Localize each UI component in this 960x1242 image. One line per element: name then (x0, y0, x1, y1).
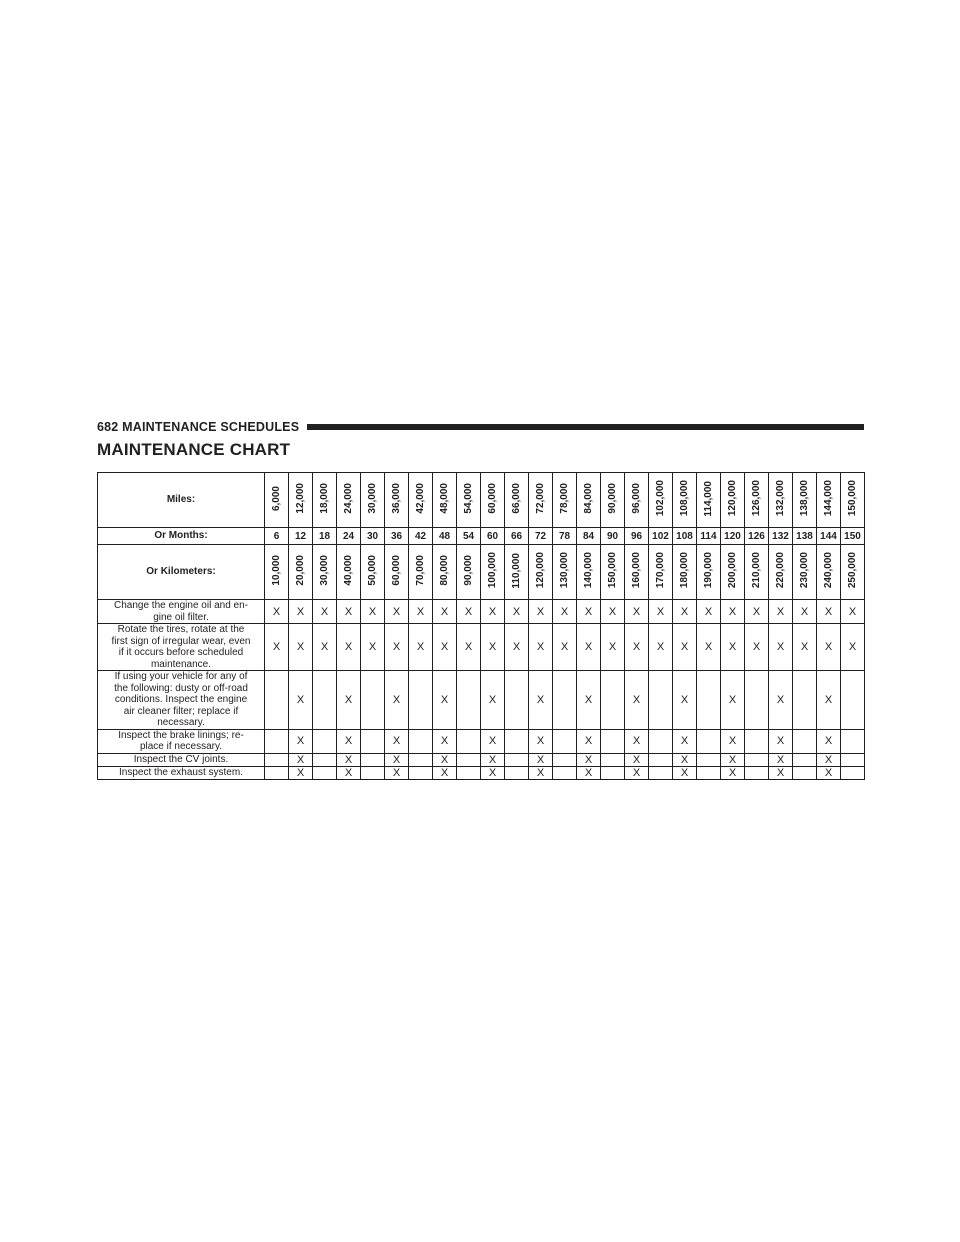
service-mark (505, 766, 529, 779)
miles-row-cell (625, 473, 649, 528)
service-mark: X (361, 624, 385, 671)
service-mark: X (745, 624, 769, 671)
task-row (98, 729, 865, 753)
service-mark: X (481, 753, 505, 766)
months-value: 72 (529, 528, 553, 545)
miles-row-value: 24,000 (343, 483, 354, 514)
miles-row-cell (361, 473, 385, 528)
kilometers-row-value: 190,000 (703, 552, 714, 589)
miles-row-cell (721, 473, 745, 528)
service-mark: X (577, 624, 601, 671)
miles-row-cell (793, 473, 817, 528)
service-mark (265, 729, 289, 753)
service-mark: X (505, 624, 529, 671)
service-mark: X (457, 600, 481, 624)
service-mark: X (817, 671, 841, 730)
service-mark (313, 671, 337, 730)
kilometers-row-cell (529, 545, 553, 600)
task-row (98, 671, 865, 730)
months-value: 132 (769, 528, 793, 545)
kilometers-row-value: 10,000 (271, 555, 282, 586)
service-mark (697, 729, 721, 753)
kilometers-row-cell (433, 545, 457, 600)
service-mark: X (385, 600, 409, 624)
service-mark (745, 729, 769, 753)
kilometers-row-cell (265, 545, 289, 600)
service-mark: X (841, 624, 865, 671)
service-mark: X (481, 766, 505, 779)
kilometers-row-value: 170,000 (655, 552, 666, 589)
kilometers-row-cell (289, 545, 313, 600)
row-label: Or Kilometers: (98, 545, 265, 600)
kilometers-row-value: 40,000 (343, 555, 354, 586)
months-value: 96 (625, 528, 649, 545)
service-mark: X (721, 753, 745, 766)
service-mark (265, 766, 289, 779)
kilometers-row-value: 130,000 (559, 552, 570, 589)
row-label: Miles: (98, 473, 265, 528)
service-mark: X (409, 600, 433, 624)
service-mark (553, 671, 577, 730)
miles-row-cell (601, 473, 625, 528)
kilometers-row-value: 20,000 (295, 555, 306, 586)
service-mark: X (361, 600, 385, 624)
miles-row-cell (481, 473, 505, 528)
service-mark: X (721, 729, 745, 753)
miles-row-value: 132,000 (775, 480, 786, 517)
service-mark: X (697, 624, 721, 671)
miles-row-cell (385, 473, 409, 528)
row-label: Inspect the exhaust system. (98, 766, 265, 779)
months-value: 150 (841, 528, 865, 545)
miles-row-value: 72,000 (535, 483, 546, 514)
service-mark (361, 753, 385, 766)
kilometers-row-cell (745, 545, 769, 600)
service-mark (649, 766, 673, 779)
kilometers-row-value: 50,000 (367, 555, 378, 586)
miles-row-cell (673, 473, 697, 528)
months-row (98, 528, 865, 545)
service-mark (745, 766, 769, 779)
kilometers-row-value: 230,000 (799, 552, 810, 589)
header-rule (307, 424, 864, 430)
kilometers-row-value: 240,000 (823, 552, 834, 589)
service-mark: X (769, 600, 793, 624)
kilometers-row-cell (361, 545, 385, 600)
service-mark: X (793, 600, 817, 624)
miles-row-cell (529, 473, 553, 528)
service-mark: X (337, 729, 361, 753)
miles-row-cell (697, 473, 721, 528)
miles-row-value: 138,000 (799, 480, 810, 517)
kilometers-row-cell (817, 545, 841, 600)
months-value: 18 (313, 528, 337, 545)
task-row (98, 624, 865, 671)
kilometers-row-cell (481, 545, 505, 600)
service-mark: X (529, 671, 553, 730)
months-value: 6 (265, 528, 289, 545)
service-mark (313, 766, 337, 779)
service-mark (553, 766, 577, 779)
service-mark: X (769, 729, 793, 753)
service-mark: X (721, 600, 745, 624)
service-mark: X (721, 624, 745, 671)
service-mark: X (673, 729, 697, 753)
service-mark (265, 753, 289, 766)
service-mark: X (577, 729, 601, 753)
service-mark: X (409, 624, 433, 671)
service-mark: X (433, 766, 457, 779)
kilometers-row-cell (553, 545, 577, 600)
service-mark: X (313, 600, 337, 624)
months-value: 144 (817, 528, 841, 545)
service-mark (313, 729, 337, 753)
miles-row-cell (457, 473, 481, 528)
service-mark: X (817, 729, 841, 753)
service-mark: X (289, 600, 313, 624)
service-mark (841, 766, 865, 779)
service-mark (793, 729, 817, 753)
service-mark: X (265, 624, 289, 671)
miles-row-value: 84,000 (583, 483, 594, 514)
miles-row-cell (841, 473, 865, 528)
miles-row-value: 66,000 (511, 483, 522, 514)
kilometers-row-cell (337, 545, 361, 600)
service-mark (409, 766, 433, 779)
kilometers-row-value: 140,000 (583, 552, 594, 589)
miles-row-value: 114,000 (703, 480, 714, 517)
service-mark: X (769, 766, 793, 779)
row-label: Inspect the CV joints. (98, 753, 265, 766)
months-value: 60 (481, 528, 505, 545)
months-value: 126 (745, 528, 769, 545)
kilometers-row-cell (697, 545, 721, 600)
miles-row-cell (433, 473, 457, 528)
task-row (98, 600, 865, 624)
page-header (97, 418, 864, 436)
service-mark: X (337, 600, 361, 624)
service-mark: X (337, 671, 361, 730)
service-mark: X (769, 671, 793, 730)
service-mark: X (529, 753, 553, 766)
service-mark: X (385, 753, 409, 766)
service-mark (841, 671, 865, 730)
kilometers-row-value: 150,000 (607, 552, 618, 589)
kilometers-row-value: 100,000 (487, 552, 498, 589)
service-mark: X (649, 624, 673, 671)
miles-row-value: 90,000 (607, 483, 618, 514)
kilometers-row-cell (841, 545, 865, 600)
months-value: 24 (337, 528, 361, 545)
service-mark: X (577, 600, 601, 624)
service-mark: X (289, 766, 313, 779)
service-mark: X (697, 600, 721, 624)
service-mark (601, 753, 625, 766)
miles-row-cell (649, 473, 673, 528)
service-mark: X (289, 624, 313, 671)
kilometers-row-value: 210,000 (751, 552, 762, 589)
service-mark (745, 671, 769, 730)
miles-row-value: 48,000 (439, 483, 450, 514)
service-mark: X (481, 729, 505, 753)
service-mark: X (745, 600, 769, 624)
months-value: 138 (793, 528, 817, 545)
kilometers-row-cell (625, 545, 649, 600)
miles-row-value: 36,000 (391, 483, 402, 514)
service-mark (697, 766, 721, 779)
service-mark (457, 753, 481, 766)
kilometers-row-value: 220,000 (775, 552, 786, 589)
miles-row-value: 144,000 (823, 480, 834, 517)
service-mark (793, 753, 817, 766)
service-mark: X (553, 624, 577, 671)
service-mark: X (385, 671, 409, 730)
row-label: Inspect the brake linings; re- place if necessary. (98, 729, 265, 753)
row-label: If using your vehicle for any of the following: dusty or off-road conditions. Inspect the engine air cleaner filter; replace if necessary. (98, 671, 265, 730)
kilometers-row-value: 110,000 (511, 552, 522, 589)
kilometers-row-cell (457, 545, 481, 600)
miles-row-cell (409, 473, 433, 528)
service-mark: X (769, 624, 793, 671)
months-value: 36 (385, 528, 409, 545)
service-mark (361, 729, 385, 753)
miles-row-value: 102,000 (655, 480, 666, 517)
kilometers-row-value: 80,000 (439, 555, 450, 586)
service-mark (409, 729, 433, 753)
months-value: 30 (361, 528, 385, 545)
service-mark (361, 671, 385, 730)
service-mark (457, 766, 481, 779)
kilometers-row-value: 70,000 (415, 555, 426, 586)
miles-row-value: 6,000 (271, 485, 282, 512)
months-value: 66 (505, 528, 529, 545)
miles-row-value: 126,000 (751, 480, 762, 517)
service-mark (697, 671, 721, 730)
service-mark: X (481, 671, 505, 730)
service-mark: X (817, 624, 841, 671)
miles-row-cell (745, 473, 769, 528)
kilometers-row-value: 180,000 (679, 552, 690, 589)
service-mark (361, 766, 385, 779)
service-mark: X (817, 766, 841, 779)
kilometers-row-cell (793, 545, 817, 600)
service-mark: X (481, 624, 505, 671)
kilometers-row-cell (721, 545, 745, 600)
months-value: 102 (649, 528, 673, 545)
row-label: Or Months: (98, 528, 265, 545)
service-mark: X (673, 753, 697, 766)
service-mark: X (625, 624, 649, 671)
miles-row-cell (265, 473, 289, 528)
service-mark (793, 766, 817, 779)
page-title: MAINTENANCE CHART (97, 440, 291, 459)
service-mark (457, 671, 481, 730)
miles-row-value: 54,000 (463, 483, 474, 514)
service-mark: X (481, 600, 505, 624)
service-mark (313, 753, 337, 766)
service-mark: X (433, 671, 457, 730)
service-mark: X (577, 766, 601, 779)
service-mark: X (625, 766, 649, 779)
miles-row-cell (817, 473, 841, 528)
service-mark: X (793, 624, 817, 671)
service-mark (601, 671, 625, 730)
service-mark (409, 671, 433, 730)
miles-row-value: 96,000 (631, 483, 642, 514)
miles-row-cell (553, 473, 577, 528)
service-mark: X (337, 766, 361, 779)
service-mark: X (673, 766, 697, 779)
service-mark (553, 753, 577, 766)
task-row (98, 766, 865, 779)
miles-row-value: 42,000 (415, 483, 426, 514)
kilometers-row-cell (577, 545, 601, 600)
miles-row-value: 18,000 (319, 483, 330, 514)
kilometers-row-value: 30,000 (319, 555, 330, 586)
miles-row-value: 30,000 (367, 483, 378, 514)
service-mark: X (577, 671, 601, 730)
miles-row-value: 78,000 (559, 483, 570, 514)
service-mark: X (625, 600, 649, 624)
service-mark (457, 729, 481, 753)
service-mark: X (721, 671, 745, 730)
service-mark (265, 671, 289, 730)
service-mark: X (265, 600, 289, 624)
kilometers-row-cell (673, 545, 697, 600)
service-mark: X (457, 624, 481, 671)
service-mark (505, 729, 529, 753)
service-mark (601, 729, 625, 753)
miles-row-cell (337, 473, 361, 528)
kilometers-row-value: 250,000 (847, 552, 858, 589)
kilometers-row-value: 160,000 (631, 552, 642, 589)
task-row (98, 753, 865, 766)
kilometers-row-value: 60,000 (391, 555, 402, 586)
service-mark: X (433, 600, 457, 624)
service-mark (649, 729, 673, 753)
kilometers-row-cell (769, 545, 793, 600)
service-mark: X (313, 624, 337, 671)
kilometers-row-cell (385, 545, 409, 600)
service-mark: X (289, 753, 313, 766)
service-mark: X (433, 753, 457, 766)
service-mark: X (529, 766, 553, 779)
service-mark: X (673, 671, 697, 730)
service-mark (841, 729, 865, 753)
miles-row-cell (769, 473, 793, 528)
kilometers-row-value: 120,000 (535, 552, 546, 589)
miles-row-value: 108,000 (679, 480, 690, 517)
row-label: Change the engine oil and en- gine oil filter. (98, 600, 265, 624)
kilometers-row (98, 545, 865, 600)
service-mark (553, 729, 577, 753)
service-mark: X (769, 753, 793, 766)
miles-row-value: 60,000 (487, 483, 498, 514)
miles-row-cell (313, 473, 337, 528)
service-mark (649, 671, 673, 730)
months-value: 90 (601, 528, 625, 545)
service-mark: X (625, 729, 649, 753)
miles-row-value: 120,000 (727, 480, 738, 517)
service-mark: X (841, 600, 865, 624)
service-mark (697, 753, 721, 766)
miles-row-value: 150,000 (847, 480, 858, 517)
miles-row-cell (577, 473, 601, 528)
service-mark: X (289, 729, 313, 753)
service-mark: X (673, 600, 697, 624)
service-mark (745, 753, 769, 766)
service-mark: X (337, 753, 361, 766)
months-value: 108 (673, 528, 697, 545)
service-mark: X (577, 753, 601, 766)
months-value: 120 (721, 528, 745, 545)
months-value: 84 (577, 528, 601, 545)
service-mark: X (553, 600, 577, 624)
service-mark (841, 753, 865, 766)
service-mark: X (289, 671, 313, 730)
miles-row-value: 12,000 (295, 483, 306, 514)
service-mark: X (385, 729, 409, 753)
kilometers-row-value: 90,000 (463, 555, 474, 586)
service-mark: X (721, 766, 745, 779)
kilometers-row-cell (505, 545, 529, 600)
months-value: 48 (433, 528, 457, 545)
months-value: 42 (409, 528, 433, 545)
service-mark: X (601, 600, 625, 624)
service-mark: X (625, 753, 649, 766)
months-value: 54 (457, 528, 481, 545)
service-mark (601, 766, 625, 779)
service-mark (409, 753, 433, 766)
service-mark: X (625, 671, 649, 730)
service-mark: X (433, 729, 457, 753)
months-value: 12 (289, 528, 313, 545)
service-mark: X (385, 766, 409, 779)
service-mark: X (817, 600, 841, 624)
kilometers-row-cell (409, 545, 433, 600)
miles-row (98, 473, 865, 528)
service-mark: X (601, 624, 625, 671)
miles-row-cell (505, 473, 529, 528)
service-mark: X (337, 624, 361, 671)
months-value: 78 (553, 528, 577, 545)
service-mark: X (385, 624, 409, 671)
service-mark (505, 671, 529, 730)
service-mark: X (529, 729, 553, 753)
page-number-section: 682 MAINTENANCE SCHEDULES (97, 420, 300, 434)
service-mark: X (433, 624, 457, 671)
service-mark: X (649, 600, 673, 624)
miles-row-cell (289, 473, 313, 528)
service-mark (649, 753, 673, 766)
service-mark: X (529, 624, 553, 671)
service-mark: X (505, 600, 529, 624)
kilometers-row-cell (313, 545, 337, 600)
row-label: Rotate the tires, rotate at the first sign of irregular wear, even if it occurs before scheduled maintenance. (98, 624, 265, 671)
maintenance-chart-table (97, 472, 865, 780)
kilometers-row-cell (601, 545, 625, 600)
service-mark: X (529, 600, 553, 624)
months-value: 114 (697, 528, 721, 545)
service-mark: X (817, 753, 841, 766)
service-mark (793, 671, 817, 730)
kilometers-row-cell (649, 545, 673, 600)
service-mark (505, 753, 529, 766)
kilometers-row-value: 200,000 (727, 552, 738, 589)
service-mark: X (673, 624, 697, 671)
